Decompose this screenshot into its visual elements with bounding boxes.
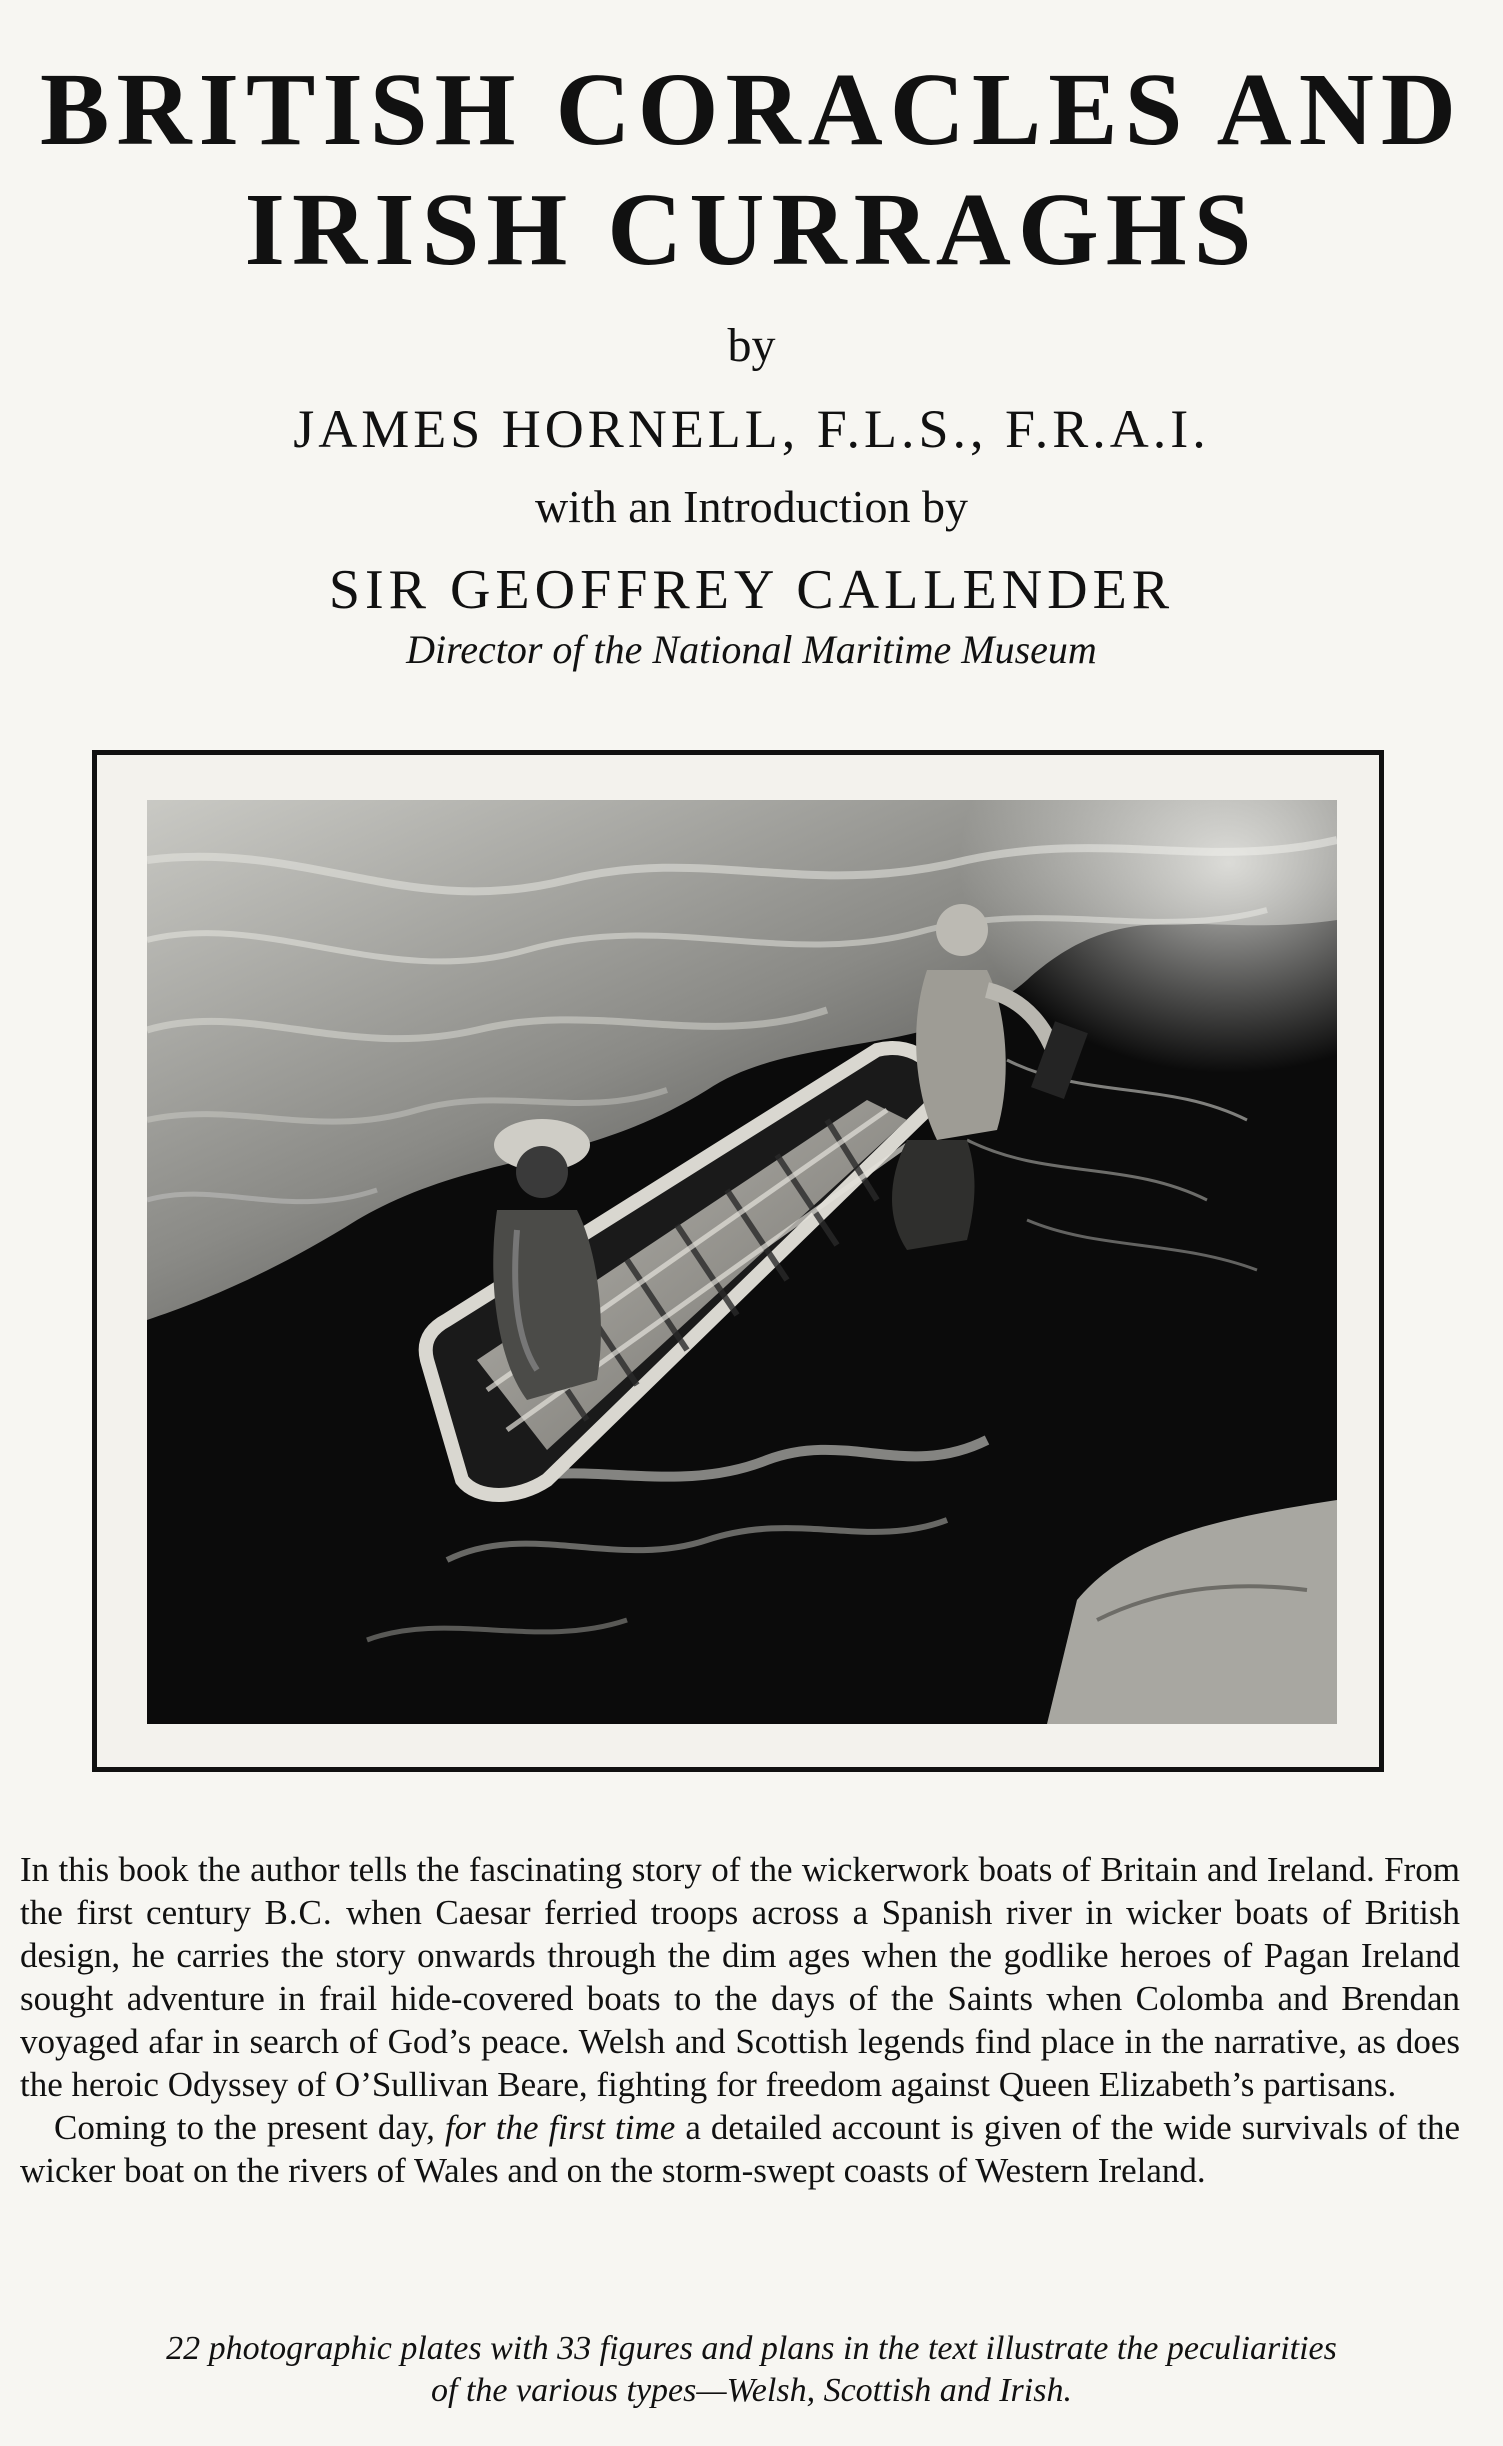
- para1-text-a: In this book the author tells the fascinating story of the wickerwork boats of Britain and Ireland. From the first century: [20, 1850, 1460, 1932]
- author-name: JAMES HORNELL, F.L.S., F.R.A.I.: [293, 399, 1210, 459]
- by-label: by: [727, 319, 776, 372]
- introducer-title: Director of the National Maritime Museum: [406, 627, 1097, 672]
- description-paragraph-1: [20, 1848, 1460, 2106]
- caption-line-1: 22 photographic plates with 33 figures and plans in the text illustrate the peculiarities: [166, 2330, 1337, 2367]
- introducer-name: SIR GEOFFREY CALLENDER: [328, 559, 1175, 621]
- photo-frame: [92, 750, 1384, 1772]
- book-title-line-1: BRITISH CORACLES AND: [40, 52, 1463, 167]
- photo-illustration: [147, 800, 1337, 1724]
- para1-text-b: when Caesar ferried troops across a Spanish river in wicker boats of British design, he carries the story onwards through the dim ages when the godlike heroes of Pagan Ireland sought adventure in frail hide-covered boats to the days of the Saints when Colomba and Brendan voyaged afar in search of God’s peace. Welsh and Scottish legends find place in the narrative, as does the heroic Odyssey of O’Sullivan Beare, fighting for freedom against Queen Elizabeth’s partisans.: [20, 1893, 1460, 2104]
- caption-line-2: of the various types—Welsh, Scottish and Irish.: [431, 2372, 1072, 2409]
- coracle-photograph: [147, 800, 1337, 1724]
- introduction-label: with an Introduction by: [534, 481, 969, 532]
- para2-text-a: Coming to the present day,: [54, 2108, 445, 2147]
- description-paragraph-2: [20, 2106, 1460, 2192]
- para2-text-b: a detailed account is given of the wide survivals of the wicker boat on the rivers of Wales and on the storm-swept coasts of Western Ireland.: [20, 2108, 1460, 2190]
- description-text: [20, 1848, 1460, 2192]
- plates-caption: [0, 2328, 1503, 2412]
- book-title-line-2: IRISH CURRAGHS: [244, 172, 1259, 287]
- para2-emphasis: for the first time: [444, 2108, 676, 2147]
- para1-bc-abbrev: B.C.: [264, 1893, 333, 1932]
